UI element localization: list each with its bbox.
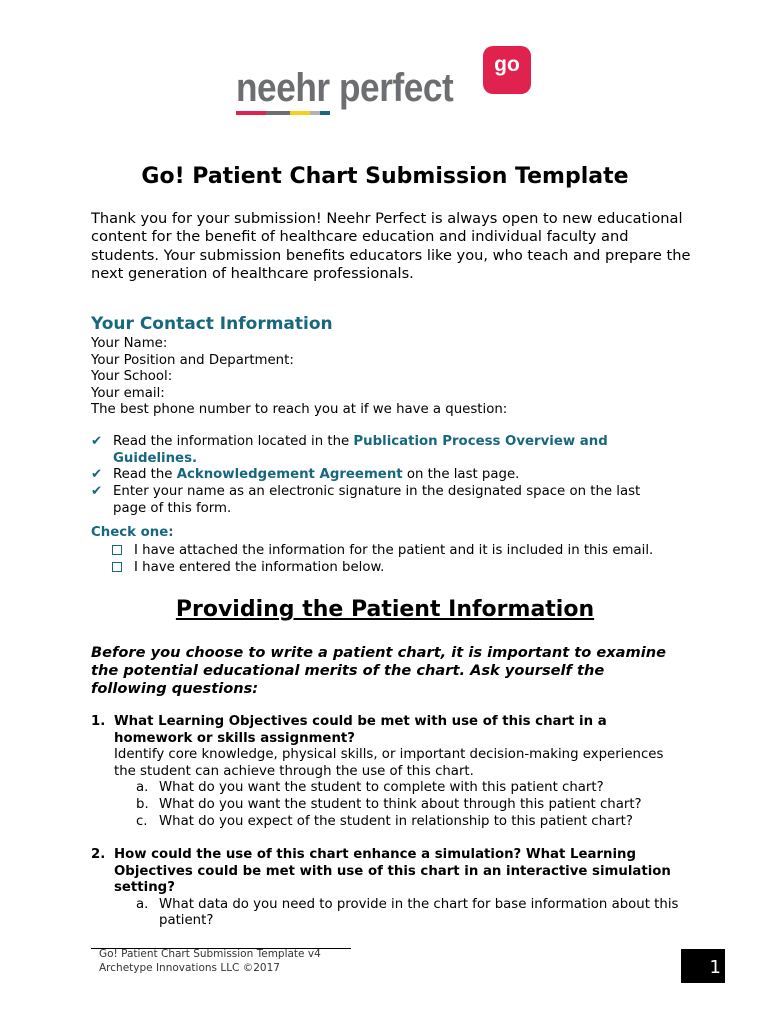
check-one-options	[112, 542, 653, 576]
neehr-perfect-logo	[236, 46, 536, 118]
sub-question: b. What do you want the student to think about through this patient chart?	[136, 796, 642, 812]
checklist-item: ✔ Read the information located in the Publication Process Overview and Guidelines.	[91, 434, 608, 466]
publication-guidelines-link[interactable]: Publication Process Overview and Guidelines.	[113, 434, 608, 466]
contact-field-school: Your School:	[91, 369, 173, 384]
sub-question: a. What do you want the student to complete with this patient chart?	[136, 780, 604, 796]
logo-bar-gray	[266, 111, 290, 115]
patient-info-heading: Providing the Patient Information	[175, 597, 595, 622]
checkmark-icon: ✔	[91, 484, 103, 500]
checkmark-icon: ✔	[91, 434, 103, 449]
footer-copyright: Archetype Innovations LLC ©2017	[99, 962, 280, 974]
contact-field-position: Your Position and Department:	[91, 352, 294, 368]
acknowledgement-agreement-link[interactable]: Acknowledgement Agreement	[176, 467, 403, 483]
page-number: 1	[681, 949, 725, 983]
question-1: 1. What Learning Objectives could be met with use of this chart in a homework or skills assignment? Identify core knowledge, physical skills, or important decision-making experiences the student can achieve through the use of this chart. a. What do you want the student to complete with this patient chart? b. What do you want the student to think about through this patient chart? c. What do you expect of the student in relationship to this patient chart?	[91, 714, 681, 830]
option-attached[interactable]: I have attached the information for the patient and it is included in this email.	[112, 542, 653, 559]
intro-paragraph: Thank you for your submission! Neehr Perfect is always open to new educational content for the benefit of healthcare education and individual faculty and students. Your submission benefits educators like you, who teach and prepare the next generation of healthcare professionals.	[91, 210, 691, 282]
checklist-item: ✔ Read the Acknowledgement Agreement on the last page.	[91, 467, 520, 483]
checklist	[91, 434, 671, 518]
contact-field-phone: The best phone number to reach you at if we have a question:	[91, 402, 508, 417]
contact-field-email: Your email:	[91, 385, 165, 401]
logo-wordmark: neehr perfect	[236, 66, 454, 110]
logo-go-badge: go	[483, 46, 531, 94]
question-2-heading: How could the use of this chart enhance a simulation? What Learning Objectives could be met with use of this chart in an interactive simulation setting?	[114, 847, 671, 896]
sub-question: a. What data do you need to provide in the chart for base information about this patient?	[136, 896, 679, 929]
footer-template-version: Go! Patient Chart Submission Template v4	[99, 948, 321, 960]
checkbox-icon[interactable]	[112, 545, 122, 555]
contact-field-name: Your Name:	[91, 336, 168, 351]
check-one-label: Check one:	[91, 525, 174, 540]
page-title: Go! Patient Chart Submission Template	[141, 164, 629, 189]
question-1-body: Identify core knowledge, physical skills, or important decision-making experiences the student can achieve through the use of this chart.	[114, 747, 664, 779]
page-footer	[99, 947, 321, 975]
checkmark-icon: ✔	[91, 467, 103, 483]
question-1-heading: What Learning Objectives could be met with use of this chart in a homework or skills assignment?	[114, 714, 607, 746]
contact-heading: Your Contact Information	[91, 314, 333, 334]
lead-paragraph: Before you choose to write a patient chart, it is important to examine the potential educational merits of the chart. Ask yourself the following questions:	[91, 644, 667, 697]
sub-question: c. What do you expect of the student in relationship to this patient chart?	[136, 813, 633, 829]
logo-bar-teal	[320, 111, 330, 115]
option-entered-below[interactable]: I have entered the information below.	[112, 559, 653, 576]
logo-bar-red	[236, 111, 266, 115]
contact-fields	[91, 336, 507, 419]
checkbox-icon[interactable]	[112, 562, 122, 572]
question-2: 2. How could the use of this chart enhance a simulation? What Learning Objectives could be met with use of this chart in an interactive simulation setting? a. What data do you need to provide in the chart for base information about this patient?	[91, 847, 681, 930]
logo-bar-lightgray	[310, 111, 320, 115]
logo-bar-yellow	[290, 111, 310, 115]
checklist-item: ✔ Enter your name as an electronic signature in the designated space on the last page of this form.	[91, 484, 641, 516]
